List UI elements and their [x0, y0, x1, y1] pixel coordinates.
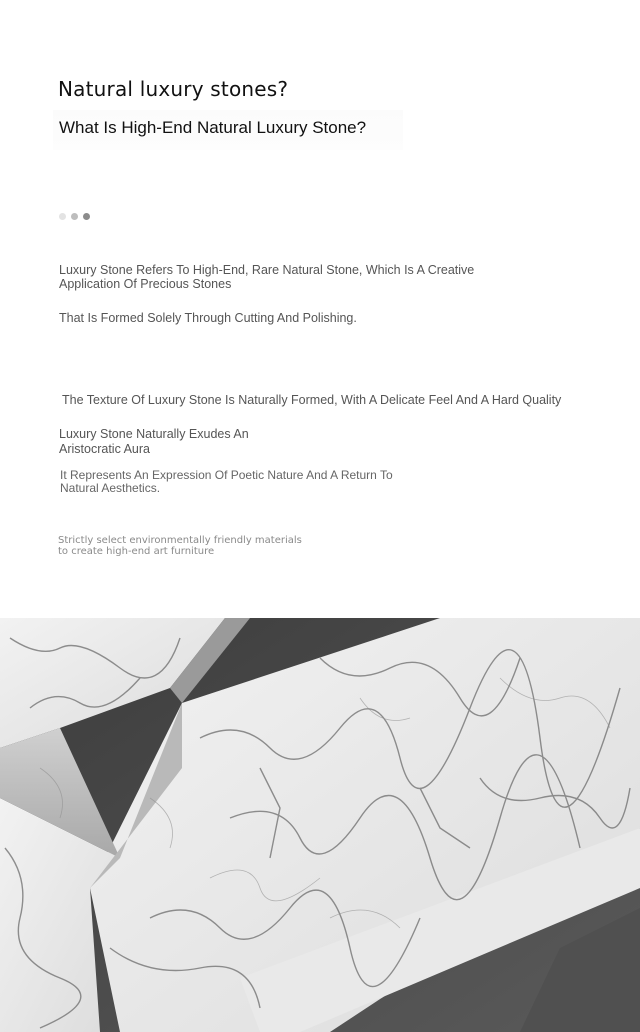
paragraph-line: It Represents An Expression Of Poetic Nature And A Return To	[60, 468, 393, 482]
paragraph-texture: The Texture Of Luxury Stone Is Naturally Formed, With A Delicate Feel And A Hard Quality	[62, 393, 562, 407]
dot-1	[59, 213, 66, 220]
paragraph-aesthetics	[60, 469, 420, 495]
paragraph-line: Application Of Precious Stones	[59, 277, 232, 291]
tagline-line: Strictly select environmentally friendly materials	[58, 535, 302, 546]
paragraph-aura	[59, 427, 279, 457]
paragraph-luxury-definition	[59, 263, 499, 291]
marble-photo	[0, 618, 640, 1032]
paragraph-line: Luxury Stone Naturally Exudes An	[59, 427, 249, 441]
paragraph-line: Natural Aesthetics.	[60, 481, 161, 495]
paragraph-cutting: That Is Formed Solely Through Cutting And Polishing.	[59, 311, 357, 325]
paragraph-line: Aristocratic Aura	[59, 442, 151, 456]
dot-2	[71, 213, 78, 220]
marble-image	[0, 618, 640, 1032]
tagline-line: to create high-end art furniture	[58, 546, 215, 557]
paragraph-line: Luxury Stone Refers To High-End, Rare Natural Stone, Which Is A Creative	[59, 263, 475, 277]
subheading: What Is High-End Natural Luxury Stone?	[59, 118, 367, 137]
tagline	[58, 535, 302, 557]
dot-3	[83, 213, 90, 220]
page-heading: Natural luxury stones?	[58, 77, 289, 101]
pagination-dots	[59, 213, 90, 220]
